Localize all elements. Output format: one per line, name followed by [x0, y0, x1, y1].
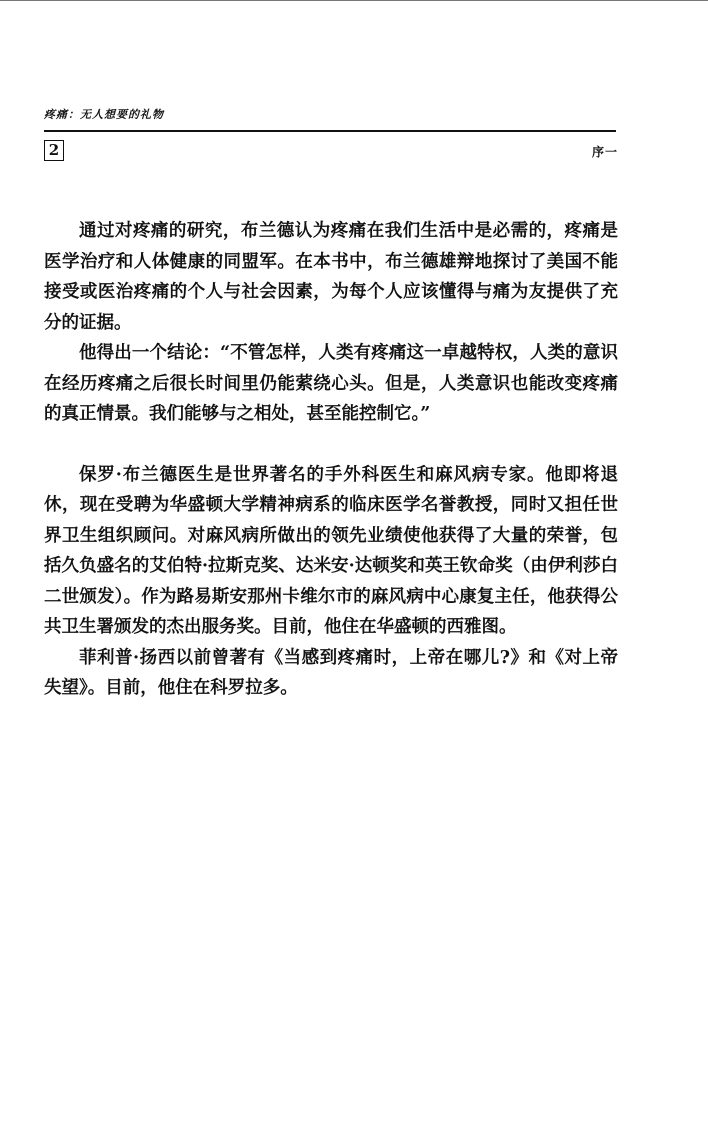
- scan-top-edge: [0, 0, 708, 1]
- paragraph-1: 通过对疼痛的研究，布兰德认为疼痛在我们生活中是必需的，疼痛是医学治疗和人体健康的同盟军。在本书中，布兰德雄辩地探讨了美国不能接受或医治疼痛的个人与社会因素，为每个人应该懂得与痛为友提供了充分的证据。: [44, 221, 618, 333]
- section-label: 序一: [591, 145, 618, 159]
- paragraph-gap: [44, 430, 618, 460]
- paragraph-3: 保罗·布兰德医生是世界著名的手外科医生和麻风病专家。他即将退休，现在受聘为华盛顿大学精神病系的临床医学名誉教授，同时又担任世界卫生组织顾问。对麻风病所做出的领先业绩使他获得了大量的荣誉，包括久负盛名的艾伯特·拉斯克奖、达米安·达顿奖和英王钦命奖（由伊利莎白二世颁发）。作为路易斯安那州卡维尔市的麻风病中心康复主任，他获得公共卫生署颁发的杰出服务奖。目前，他住在华盛顿的西雅图。: [44, 464, 618, 637]
- page-number: 2: [44, 140, 64, 161]
- body-text: [44, 216, 618, 704]
- paragraph-2: 他得出一个结论：“不管怎样，人类有疼痛这一卓越特权，人类的意识在经历疼痛之后很长时间里仍能萦绕心头。但是，人类意识也能改变疼痛的真正情景。我们能够与之相处，甚至能控制它。”: [44, 343, 618, 424]
- header-rule: [44, 130, 616, 132]
- running-header-title: 疼痛：无人想要的礼物: [44, 108, 164, 121]
- paragraph-4: 菲利普·扬西以前曾著有《当感到疼痛时，上帝在哪儿?》和《对上帝失望》。目前，他住在科罗拉多。: [44, 647, 618, 698]
